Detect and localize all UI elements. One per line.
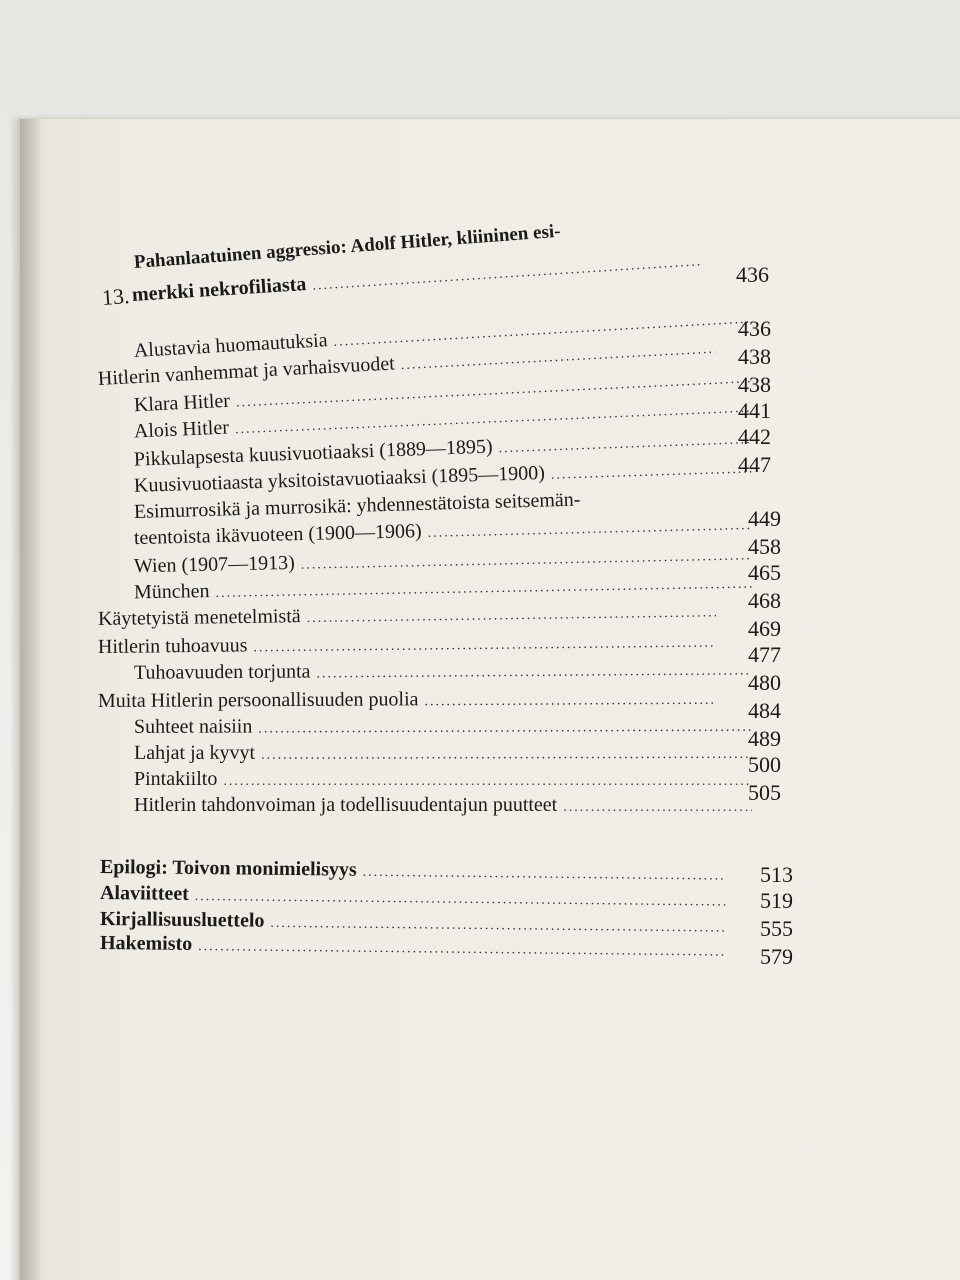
back-matter-entry	[100, 930, 732, 964]
back-matter-title: Hakemisto	[99, 932, 193, 955]
toc-entry	[98, 792, 758, 819]
back-matter-page: 513	[760, 862, 793, 887]
back-matter-page: 519	[760, 888, 793, 913]
toc-entry-page: 468	[748, 588, 781, 613]
back-matter-title: Epilogi: Toivon monimielisyys	[99, 856, 357, 881]
toc-entry	[98, 739, 758, 767]
toc-entry-title: Klara Hitler	[133, 389, 231, 417]
dot-leader	[261, 747, 752, 764]
toc-entry-title: Alustavia huomautuksia	[133, 329, 329, 362]
toc-entry-title: Esimurrosikä ja murrosikä: yhdennestätoista seitsemän-	[133, 488, 581, 523]
toc-entry	[98, 712, 758, 741]
toc-entry-title: Hitlerin tuhoavuus	[97, 634, 248, 658]
toc-entry-title: Alois Hitler	[133, 416, 230, 443]
back-matter-page: 579	[760, 944, 793, 969]
toc-entry-page: 436	[738, 316, 771, 341]
back-matter-title: Kirjallisuusluettelo	[99, 908, 265, 932]
dot-leader	[563, 800, 752, 816]
toc-entry-page: 442	[738, 424, 771, 449]
toc-entry-page: 465	[748, 560, 781, 585]
dot-leader	[223, 774, 752, 790]
toc-entry-title: Pintakiilto	[134, 768, 218, 790]
toc-entry-title: Käytetyistä menetelmistä	[97, 605, 301, 630]
toc-entry-page: 441	[738, 398, 771, 423]
chapter-page-number: 436	[736, 262, 769, 287]
toc-entry-title: Muita Hitlerin persoonallisuuden puolia	[97, 688, 419, 712]
dot-leader	[316, 663, 752, 682]
toc-entry-page: 458	[748, 534, 781, 559]
toc-entry-title: Pikkulapsesta kuusivuotiaaksi (1889—1895)	[133, 435, 493, 471]
toc-entry-page: 449	[748, 506, 781, 531]
dot-leader	[427, 518, 752, 542]
dot-leader	[258, 720, 752, 738]
toc-entry-page: 469	[748, 616, 781, 641]
toc-entry-title: teentoista ikävuoteen (1900—1906)	[133, 520, 422, 550]
dot-leader	[312, 254, 702, 294]
toc-entry-title: Hitlerin tahdonvoiman ja todellisuudentajun puutteet	[134, 794, 558, 816]
dot-leader	[424, 693, 716, 711]
back-matter-title: Alaviitteet	[99, 882, 189, 905]
toc-entry-page: 447	[738, 452, 771, 477]
dot-leader	[551, 461, 752, 483]
chapter-number: 13.	[101, 283, 131, 310]
chapter-title-line2: merkki nekrofiliasta	[131, 273, 307, 306]
dot-leader	[363, 865, 726, 885]
toc-entry-page: 484	[748, 698, 781, 723]
toc-entry-title: Kuusivuotiaasta yksitoistavuotiaaksi (1895—1900)	[133, 461, 546, 497]
toc-entry-page: 505	[748, 780, 781, 805]
toc-entry-page: 489	[748, 726, 781, 751]
toc-entry-page: 477	[748, 642, 781, 667]
toc-entry-page: 500	[748, 752, 781, 777]
toc-entry-title: Suhteet naisiin	[133, 715, 253, 738]
chapter-title-line1: Pahanlaatuinen aggressio: Adolf Hitler, kliininen esi-	[133, 220, 562, 273]
toc-entry-title: Hitlerin vanhemmat ja varhaisvuodet	[97, 352, 396, 390]
toc-entry	[98, 766, 758, 793]
dot-leader	[198, 939, 726, 961]
toc-entry-title: Wien (1907—1913)	[133, 551, 296, 578]
back-matter-page: 555	[760, 916, 793, 941]
toc-entry	[98, 685, 722, 715]
toc-entry-title: München	[133, 580, 210, 604]
dot-leader	[253, 636, 716, 657]
toc-entry-title: Tuhoavuuden torjunta	[133, 660, 311, 684]
toc-entry-page: 438	[738, 372, 771, 397]
toc-entry-page: 438	[738, 344, 771, 369]
toc-entry-title: Lahjat ja kyvyt	[133, 741, 256, 764]
dot-leader	[307, 605, 716, 627]
toc-entry-page: 480	[748, 670, 781, 695]
dot-leader	[498, 432, 752, 457]
toc-entry	[98, 655, 758, 687]
